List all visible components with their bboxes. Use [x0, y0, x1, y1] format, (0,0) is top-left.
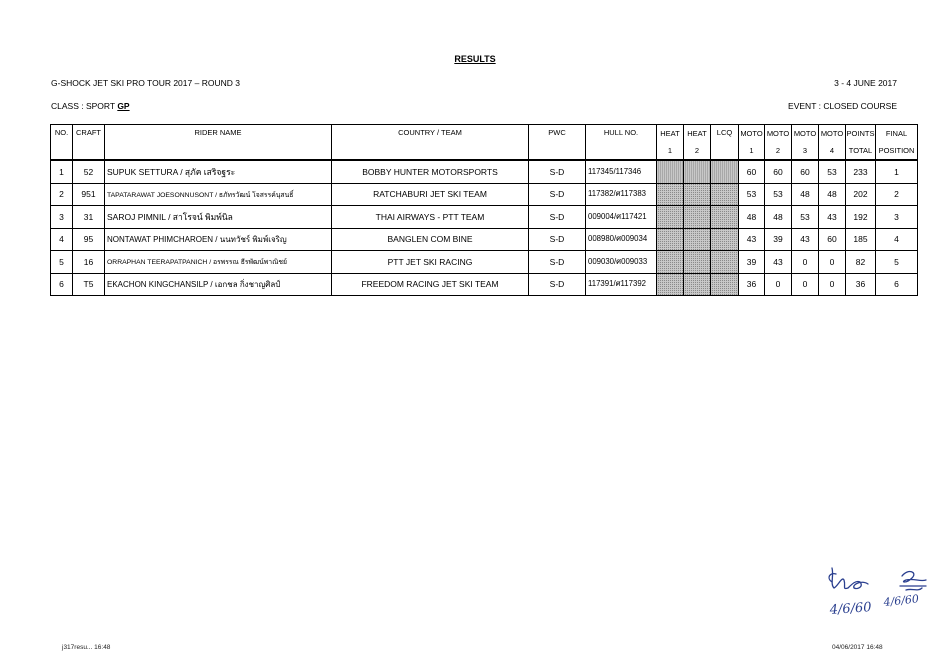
col-heat2: HEAT: [684, 125, 711, 143]
cell-position: 6: [876, 273, 918, 296]
signature-2: [900, 572, 926, 590]
col-points-total: TOTAL: [846, 142, 876, 160]
cell-no: 6: [51, 273, 73, 296]
cell-craft: 31: [73, 206, 105, 229]
cell-lcq: [711, 183, 739, 206]
cell-position: 4: [876, 228, 918, 251]
cell-moto4: 53: [819, 160, 846, 183]
cell-moto2: 53: [765, 183, 792, 206]
col-moto3: MOTO: [792, 125, 819, 143]
cell-position: 2: [876, 183, 918, 206]
event-name: G-SHOCK JET SKI PRO TOUR 2017 – ROUND 3: [51, 78, 240, 88]
cell-moto1: 36: [739, 273, 765, 296]
cell-moto3: 48: [792, 183, 819, 206]
col-moto3-num: 3: [792, 142, 819, 160]
table-row: [51, 251, 918, 274]
cell-position: 5: [876, 251, 918, 274]
cell-moto3: 0: [792, 273, 819, 296]
cell-pwc: S-D: [529, 228, 586, 251]
results-table: [50, 124, 918, 296]
cell-rider: SAROJ PIMNIL / สาโรจน์ พิมพ์นิล: [105, 206, 332, 229]
col-team: COUNTRY / TEAM: [332, 125, 529, 161]
class-value: GP: [117, 101, 130, 111]
col-craft: CRAFT: [73, 125, 105, 161]
cell-team: THAI AIRWAYS - PTT TEAM: [332, 206, 529, 229]
cell-pwc: S-D: [529, 160, 586, 183]
event-date: 3 - 4 JUNE 2017: [834, 78, 897, 88]
col-final-position: POSITION: [876, 142, 918, 160]
cell-hull: 009030/ศ009033: [586, 251, 657, 274]
page-title: RESULTS: [454, 54, 496, 64]
cell-moto3: 43: [792, 228, 819, 251]
cell-moto1: 39: [739, 251, 765, 274]
cell-craft: T5: [73, 273, 105, 296]
cell-no: 2: [51, 183, 73, 206]
col-heat1-num: 1: [657, 142, 684, 160]
cell-heat2: [684, 206, 711, 229]
col-moto1-num: 1: [739, 142, 765, 160]
cell-moto4: 0: [819, 251, 846, 274]
cell-position: 3: [876, 206, 918, 229]
cell-moto4: 48: [819, 183, 846, 206]
cell-moto1: 53: [739, 183, 765, 206]
cell-heat1: [657, 183, 684, 206]
cell-craft: 16: [73, 251, 105, 274]
cell-moto4: 60: [819, 228, 846, 251]
class-prefix: CLASS : SPORT: [51, 101, 115, 111]
col-lcq: LCQ: [711, 125, 739, 161]
cell-no: 3: [51, 206, 73, 229]
cell-total: 202: [846, 183, 876, 206]
col-final: FINAL: [876, 125, 918, 143]
cell-moto1: 43: [739, 228, 765, 251]
col-rider: RIDER NAME: [105, 125, 332, 161]
class-line: [51, 101, 130, 111]
cell-moto1: 48: [739, 206, 765, 229]
col-moto1: MOTO: [739, 125, 765, 143]
signature-1: [832, 568, 868, 589]
table-row: [51, 183, 918, 206]
cell-rider: ORRAPHAN TEERAPATPANICH / อรพรรณ ธีรพัฒน์พาณิชย์: [105, 251, 332, 274]
cell-moto2: 0: [765, 273, 792, 296]
cell-team: RATCHABURI JET SKI TEAM: [332, 183, 529, 206]
cell-heat2: [684, 251, 711, 274]
signature-1-date: 4/6/60: [829, 600, 873, 618]
cell-pwc: S-D: [529, 183, 586, 206]
cell-lcq: [711, 228, 739, 251]
cell-rider: TAPATARAWAT JOESONNUSONT / ธภัทรวัฒน์ โจสรรค์นุสนธิ์: [105, 183, 332, 206]
cell-moto3: 60: [792, 160, 819, 183]
cell-pwc: S-D: [529, 206, 586, 229]
col-pwc: PWC: [529, 125, 586, 161]
cell-hull: 008980/ศ009034: [586, 228, 657, 251]
cell-heat1: [657, 206, 684, 229]
cell-lcq: [711, 251, 739, 274]
cell-heat2: [684, 228, 711, 251]
cell-no: 5: [51, 251, 73, 274]
cell-craft: 52: [73, 160, 105, 183]
col-hull: HULL NO.: [586, 125, 657, 161]
table-row: [51, 160, 918, 183]
cell-rider: NONTAWAT PHIMCHAROEN / นนทวัชร์ พิมพ์เจริญ: [105, 228, 332, 251]
cell-moto4: 43: [819, 206, 846, 229]
cell-heat1: [657, 251, 684, 274]
cell-moto4: 0: [819, 273, 846, 296]
cell-total: 185: [846, 228, 876, 251]
cell-rider: EKACHON KINGCHANSILP / เอกชล กิ่งชาญศิลป์: [105, 273, 332, 296]
event-type: EVENT : CLOSED COURSE: [788, 101, 897, 111]
cell-hull: 117391/ศ117392: [586, 273, 657, 296]
col-moto2: MOTO: [765, 125, 792, 143]
cell-moto1: 60: [739, 160, 765, 183]
table-row: [51, 273, 918, 296]
col-moto4-num: 4: [819, 142, 846, 160]
cell-no: 4: [51, 228, 73, 251]
cell-no: 1: [51, 160, 73, 183]
cell-moto2: 48: [765, 206, 792, 229]
cell-heat2: [684, 160, 711, 183]
cell-team: BANGLEN COM BINE: [332, 228, 529, 251]
cell-moto2: 39: [765, 228, 792, 251]
cell-moto2: 43: [765, 251, 792, 274]
cell-team: BOBBY HUNTER MOTORSPORTS: [332, 160, 529, 183]
cell-pwc: S-D: [529, 273, 586, 296]
header-row: [51, 125, 918, 143]
cell-hull: 117382/ศ117383: [586, 183, 657, 206]
col-moto4: MOTO: [819, 125, 846, 143]
cell-rider: SUPUK SETTURA / สุภัค เสริจฐระ: [105, 160, 332, 183]
table-row: [51, 228, 918, 251]
cell-team: FREEDOM RACING JET SKI TEAM: [332, 273, 529, 296]
cell-heat1: [657, 160, 684, 183]
cell-heat1: [657, 228, 684, 251]
signature-2-date: 4/6/60: [882, 592, 920, 609]
col-moto2-num: 2: [765, 142, 792, 160]
handwritten-signatures: [822, 562, 932, 624]
cell-moto2: 60: [765, 160, 792, 183]
cell-heat2: [684, 273, 711, 296]
table-row: [51, 206, 918, 229]
footer-filename: j317resu... 16:48: [62, 644, 111, 651]
col-points: POINTS: [846, 125, 876, 143]
col-heat1: HEAT: [657, 125, 684, 143]
cell-team: PTT JET SKI RACING: [332, 251, 529, 274]
cell-lcq: [711, 206, 739, 229]
cell-moto3: 53: [792, 206, 819, 229]
cell-craft: 951: [73, 183, 105, 206]
cell-heat1: [657, 273, 684, 296]
cell-pwc: S-D: [529, 251, 586, 274]
cell-lcq: [711, 160, 739, 183]
cell-moto3: 0: [792, 251, 819, 274]
cell-craft: 95: [73, 228, 105, 251]
cell-total: 36: [846, 273, 876, 296]
col-no: NO.: [51, 125, 73, 161]
cell-position: 1: [876, 160, 918, 183]
cell-heat2: [684, 183, 711, 206]
cell-total: 233: [846, 160, 876, 183]
footer-timestamp: 04/06/2017 16:48: [832, 644, 883, 651]
cell-total: 192: [846, 206, 876, 229]
col-heat2-num: 2: [684, 142, 711, 160]
cell-hull: 117345/117346: [586, 160, 657, 183]
cell-hull: 009004/ศ117421: [586, 206, 657, 229]
cell-total: 82: [846, 251, 876, 274]
cell-lcq: [711, 273, 739, 296]
